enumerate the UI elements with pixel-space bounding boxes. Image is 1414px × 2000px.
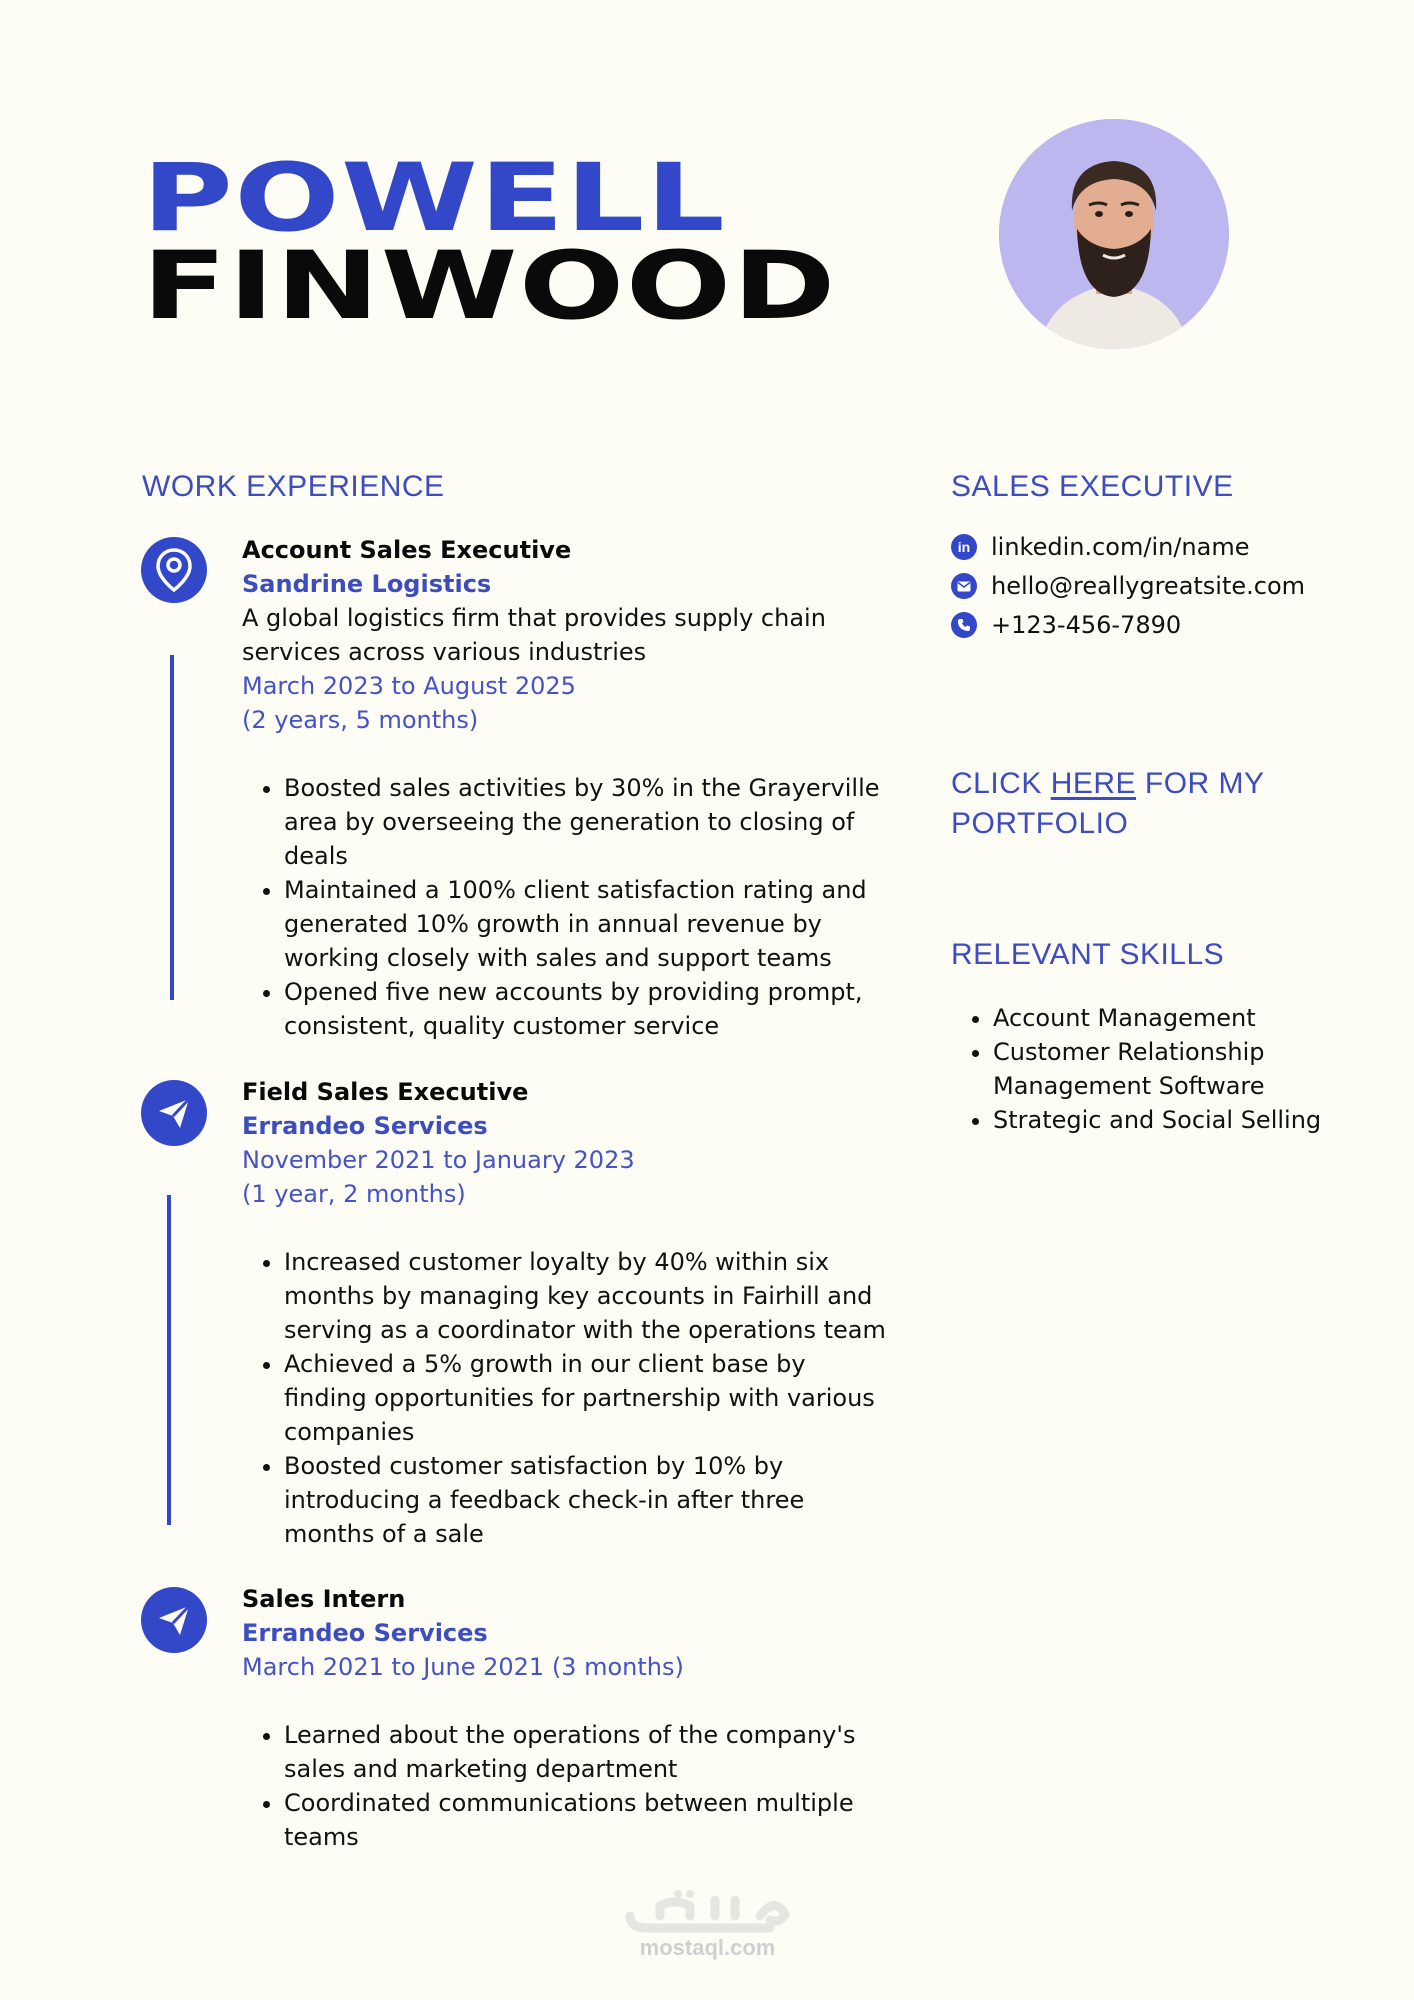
job-company: Errandeo Services [242,1112,488,1140]
job-entry [242,1582,892,1854]
job-title: Field Sales Executive [242,1078,529,1106]
work-experience-heading: WORK EXPERIENCE [142,470,445,503]
job-company: Errandeo Services [242,1619,488,1647]
contact-email[interactable] [951,572,1305,600]
skill-item: • Strategic and Social Selling [993,1103,1333,1137]
first-name: POWELL [142,144,727,253]
job-dates: November 2021 to January 2023 [242,1146,635,1174]
last-name: FINWOOD [142,232,837,341]
contact-linkedin[interactable] [951,533,1249,561]
job-bullet: • Learned about the operations of the company's sales and marketing department [284,1718,892,1786]
job-title: Account Sales Executive [242,536,572,564]
portfolio-text-before: CLICK [951,767,1051,800]
job-bullet: • Coordinated communications between multiple teams [284,1786,892,1854]
job-bullet: • Boosted sales activities by 30% in the Grayerville area by overseeing the generation to closing of deals [284,771,892,873]
portfolio-callout [951,764,1311,844]
job-entry [242,1075,892,1551]
phone-icon [951,612,977,638]
skill-item: • Customer Relationship Management Software [993,1035,1333,1103]
watermark-domain: mostaql.com [639,1935,776,1960]
job-bullet: • Opened five new accounts by providing prompt, consistent, quality customer service [284,975,892,1043]
job-dates: March 2023 to August 2025 [242,672,576,700]
job-title: Sales Intern [242,1585,406,1613]
paper-plane-icon [141,1080,207,1146]
job-bullet: • Maintained a 100% client satisfaction rating and generated 10% growth in annual revenue by working closely with sales and support teams [284,873,892,975]
contact-phone[interactable] [951,611,1181,639]
email-text: hello@reallygreatsite.com [991,572,1306,600]
job-bullets [242,771,892,1043]
skills-heading: RELEVANT SKILLS [951,938,1225,971]
job-description: A global logistics firm that provides supply chain services across various industries [242,604,826,666]
job-title-heading: SALES EXECUTIVE [951,470,1234,503]
linkedin-text: linkedin.com/in/name [991,533,1250,561]
portfolio-text-after: FOR MY PORTFOLIO [951,767,1265,840]
job-company: Sandrine Logistics [242,570,492,598]
linkedin-icon: in [951,534,977,560]
skills-list [951,1001,1333,1137]
job-bullet: • Increased customer loyalty by 40% within six months by managing key accounts in Fairhill and serving as a coordinator with the operations team [284,1245,892,1347]
job-dates: March 2021 to June 2021 (3 months) [242,1653,684,1681]
portfolio-link[interactable]: HERE [1050,767,1137,800]
job-bullet: • Achieved a 5% growth in our client base by finding opportunities for partnership with various companies [284,1347,892,1449]
timeline-line [170,655,174,1000]
timeline-line [167,1195,171,1525]
paper-plane-icon [141,1587,207,1653]
phone-text: +123-456-7890 [991,611,1182,639]
avatar [999,119,1229,349]
skill-item: • Account Management [993,1001,1333,1035]
job-bullet: • Boosted customer satisfaction by 10% by introducing a feedback check-in after three months of a sale [284,1449,892,1551]
location-pin-icon [141,537,207,603]
job-entry [242,533,892,1043]
watermark-logo [620,1886,795,1936]
job-duration: (2 years, 5 months) [242,706,479,734]
job-bullets [242,1718,892,1854]
job-bullets [242,1245,892,1551]
email-icon [951,573,977,599]
job-duration: (1 year, 2 months) [242,1180,466,1208]
